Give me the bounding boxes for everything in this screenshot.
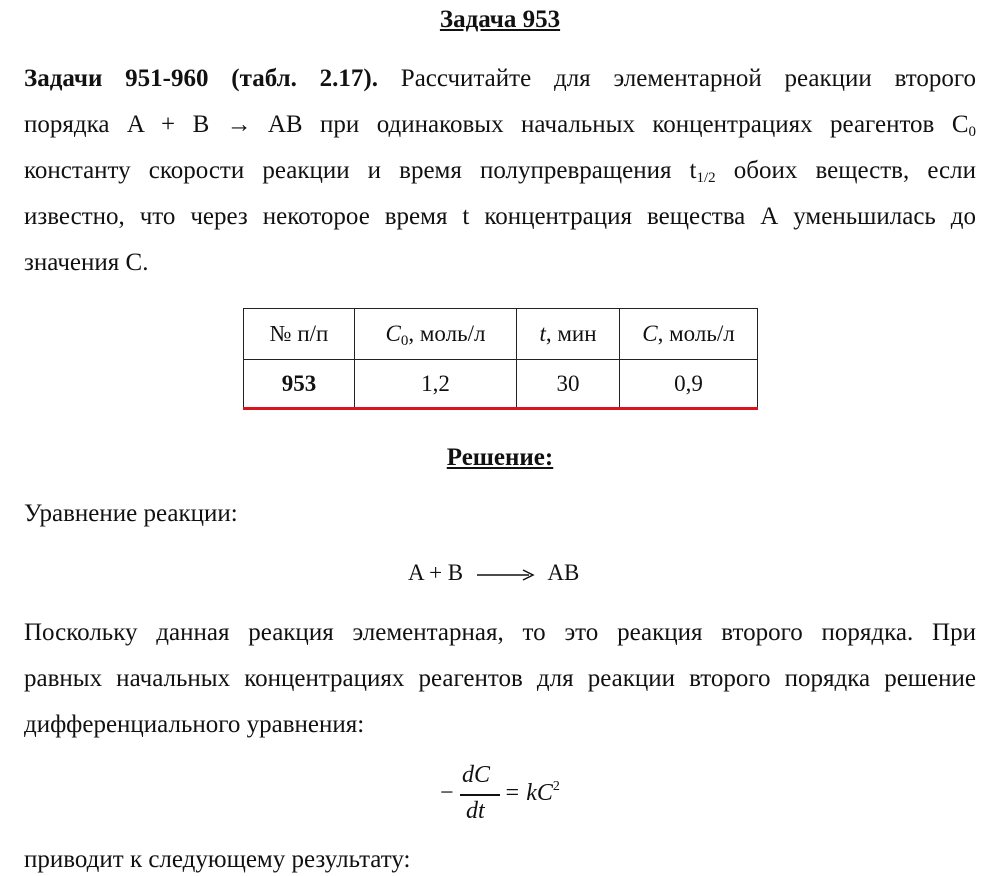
red-underline [243,407,758,410]
reaction-equation [408,560,579,586]
problem-line-4: известно, что через некоторое время t концентрация вещества А уменьшилась до [24,203,976,230]
cell-t: 30 [517,360,620,408]
explanation-paragraph [24,610,976,748]
problem-statement [24,56,976,286]
eq-rhs: = $kC^2$ [504,779,560,806]
tail-text: приводит к следующему результату: [24,846,411,873]
eq-numerator: dC [462,762,491,788]
cell-num: 953 [244,360,355,408]
header-num: № п/п [244,309,355,360]
right-arrow-icon [477,569,535,581]
table-row [244,360,758,408]
eq-minus: − [440,780,454,806]
eq-denominator: dt [466,798,485,824]
reaction-left: A + B [408,560,464,585]
problem-line-1: Задачи 951-960 (табл. 2.17). Рассчитайте для элементарной реакции второго [24,65,977,92]
explanation-line-3: дифференциального уравнения: [24,711,365,738]
problem-line-3: константу скорости реакции и время полупревращения $t_{1/2}$ обоих веществ, если [24,157,976,186]
problem-line-2: порядка A + B → AB при одинаковых начальных концентрациях реагентов $C_0$ [24,111,976,140]
explanation-line-1: Поскольку данная реакция элементарная, то это реакция второго порядка. При [24,619,976,646]
header-c0: $C_0$, моль/л [355,309,517,360]
equation-label: Уравнение реакции: [24,500,238,527]
problem-title: Задача 953 [439,6,561,33]
table-header-row [244,309,758,360]
solution-heading: Решение: [446,444,554,471]
header-t: t, мин [517,309,620,360]
reaction-right: AB [547,560,580,585]
cell-c: 0,9 [620,360,758,408]
data-table [243,308,758,408]
fraction-bar [460,794,500,796]
header-c: C, моль/л [620,309,758,360]
problem-line-5: значения С. [24,249,149,276]
cell-c0: 1,2 [355,360,517,408]
explanation-line-2: равных начальных концентрациях реагентов для реакции второго порядка решение [24,665,976,692]
problem-bold-prefix: Задачи 951-960 (табл. 2.17). [24,65,378,92]
